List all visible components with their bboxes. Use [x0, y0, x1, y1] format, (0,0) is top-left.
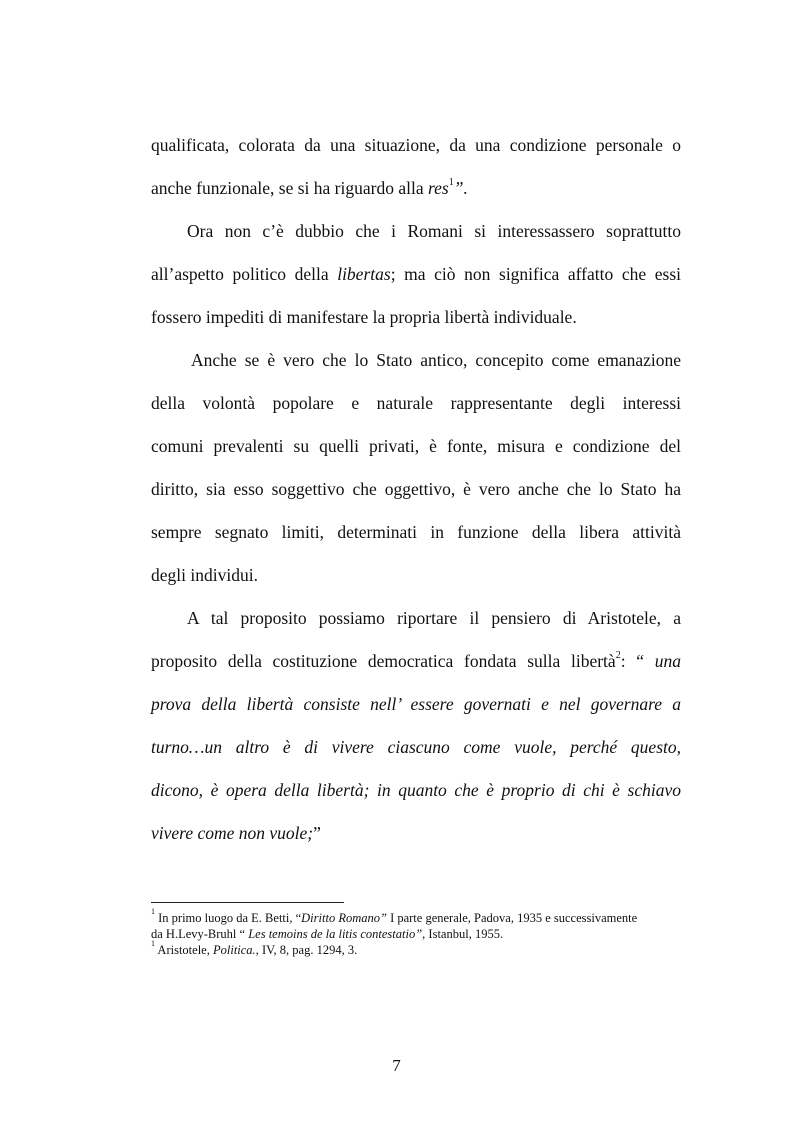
- footnote-1-cont: da H.Levy-Bruhl “ Les temoins de la litis contestatio”, Istanbul, 1955.: [151, 927, 504, 941]
- paragraph-line: dicono, è opera della libertà; in quanto che è proprio di chi è schiavo: [151, 780, 681, 800]
- footnote-ref: 2: [615, 650, 621, 662]
- paragraph-line: anche funzionale, se si ha riguardo alla res$^1$”.: [151, 177, 468, 198]
- footnote-1: $^1$ In primo luogo da E. Betti, “Diritto Romano” I parte generale, Padova, 1935 e successivamente: [151, 906, 638, 925]
- paragraph-line: degli individui.: [151, 565, 258, 585]
- paragraph-line: diritto, sia esso soggettivo che oggettivo, è vero anche che lo Stato ha: [151, 479, 681, 499]
- paragraph-line: qualificata, colorata da una situazione, da una condizione personale o: [151, 135, 681, 155]
- paragraph-line: della volontà popolare e naturale rappresentante degli interessi: [151, 393, 681, 413]
- paragraph-line: comuni prevalenti su quelli privati, è fonte, misura e condizione del: [151, 436, 681, 456]
- footnote-2: $^1$ Aristotele, Politica., IV, 8, pag. 1294, 3.: [151, 938, 358, 957]
- paragraph-line: sempre segnato limiti, determinati in funzione della libera attività: [151, 522, 681, 542]
- paragraph-line: proposito della costituzione democratica fondata sulla libertà$^2$: “ una: [151, 650, 681, 671]
- paragraph-line: A tal proposito possiamo riportare il pensiero di Aristotele, a: [187, 608, 681, 628]
- paragraph-line: Ora non c’è dubbio che i Romani si interessassero soprattutto: [187, 221, 681, 241]
- paragraph-line: fossero impediti di manifestare la propria libertà individuale.: [151, 307, 577, 327]
- paragraph-line: all’aspetto politico della libertas; ma ciò non significa affatto che essi: [151, 264, 681, 284]
- page-number: 7: [392, 1056, 401, 1075]
- footnote-ref: 1: [448, 177, 454, 189]
- paragraph-line: Anche se è vero che lo Stato antico, concepito come emanazione: [191, 350, 681, 370]
- paragraph-line: turno…un altro è di vivere ciascuno come vuole, perché questo,: [151, 737, 681, 757]
- paragraph-line: vivere come non vuole;”: [151, 823, 321, 843]
- footnote-separator: [151, 902, 344, 903]
- paragraph-line: prova della libertà consiste nell’ essere governati e nel governare a: [151, 694, 681, 714]
